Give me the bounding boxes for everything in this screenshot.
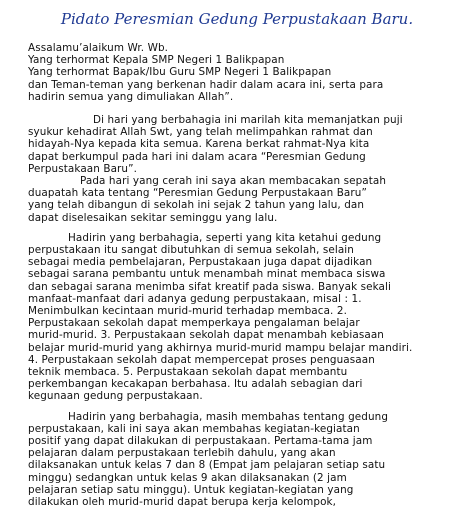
- paragraph-line: dilakukan oleh murid-murid dapat berupa kerja kelompok,: [28, 496, 337, 508]
- paragraph-line: syukur kehadirat Allah Swt, yang telah melimpahkan rahmat dan: [28, 126, 373, 139]
- greeting-line: Yang terhormat Kepala SMP Negeri 1 Balikpapan: [28, 54, 285, 67]
- paragraph-line: sebagai sarana pembantu untuk menambah minat membaca siswa: [28, 268, 386, 281]
- paragraph-line: Menimbulkan kecintaan murid-murid terhadap membaca. 2.: [28, 305, 347, 317]
- paragraph-line: yang telah dibangun di sekolah ini sejak 2 tahun yang lalu, dan: [28, 199, 365, 212]
- paragraph-line: positif yang dapat dilakukan di perpustakaan. Pertama-tama jam: [28, 435, 373, 447]
- document-title: Pidato Peresmian Gedung Perpustakaan Baru.: [60, 10, 414, 28]
- paragraph-line: Hadirin yang berbahagia, seperti yang kita ketahui gedung: [68, 231, 382, 244]
- paragraph-line: dapat berkumpul pada hari ini dalam acara “Peresmian Gedung: [28, 150, 366, 163]
- paragraph-line: manfaat-manfaat dari adanya gedung perpustakaan, misal : 1.: [28, 292, 362, 305]
- paragraph-line: dan sebagai sarana menimba sifat kreatif pada siswa. Banyak sekali: [28, 280, 391, 293]
- paragraph-line: Perpustakaan Baru”.: [28, 162, 137, 175]
- paragraph-line: Pada hari yang cerah ini saya akan membacakan sepatah: [80, 175, 387, 187]
- paragraph-line: belajar murid-murid yang akhirnya murid-murid mampu belajar mandiri.: [28, 341, 413, 354]
- greeting-line: Assalamu’alaikum Wr. Wb.: [28, 42, 169, 54]
- paragraph-line: sebagai media pembelajaran, Perpustakaan juga dapat dijadikan: [28, 256, 373, 269]
- paragraph-line: perpustakaan, kali ini saya akan membahas kegiatan-kegiatan: [28, 422, 360, 435]
- greeting-line: Yang terhormat Bapak/Ibu Guru SMP Negeri 1 Balikpapan: [28, 66, 332, 79]
- paragraph-line: minggu) sedangkan untuk kelas 9 akan dilaksanakan (2 jam: [28, 471, 347, 484]
- paragraph-line: dapat diselesaikan sekitar seminggu yang lalu.: [28, 211, 278, 224]
- paragraph-line: kegunaan gedung perpustakaan.: [28, 390, 203, 403]
- paragraph-line: dilaksanakan untuk kelas 7 dan 8 (Empat jam pelajaran setiap satu: [28, 459, 386, 472]
- paragraph-line: Di hari yang berbahagia ini marilah kita memanjatkan puji: [93, 114, 403, 126]
- greeting-line: hadirin semua yang dimuliakan Allah”.: [28, 90, 234, 103]
- paragraph-line: teknik membaca. 5. Perpustakaan sekolah dapat membantu: [28, 366, 348, 378]
- greeting-line: dan Teman-teman yang berkenan hadir dalam acara ini, serta para: [28, 78, 384, 91]
- paragraph-line: pelajaran setiap satu minggu). Untuk kegiatan-kegiatan yang: [28, 483, 354, 496]
- paragraph-line: perpustakaan itu sangat dibutuhkan di semua sekolah, selain: [28, 244, 354, 256]
- paragraph-line: Hadirin yang berbahagia, masih membahas tentang gedung: [68, 410, 389, 423]
- paragraph-line: perkembangan kecakapan berbahasa. Itu adalah sebagian dari: [28, 378, 363, 391]
- paragraph-line: hidayah-Nya kepada kita semua. Karena berkat rahmat-Nya kita: [28, 138, 370, 151]
- paragraph-line: murid-murid. 3. Perpustakaan sekolah dapat menambah kebiasaan: [28, 329, 384, 342]
- paragraph-line: Perpustakaan sekolah dapat memperkaya pengalaman belajar: [28, 317, 360, 330]
- paragraph-line: 4. Perpustakaan sekolah dapat mempercepat proses penguasaan: [28, 353, 375, 366]
- paragraph-line: duapatah kata tentang “Peresmian Gedung Perpustakaan Baru”: [28, 187, 367, 200]
- paragraph-line: pelajaran dalam perpustakaan terlebih dahulu, yang akan: [28, 447, 336, 460]
